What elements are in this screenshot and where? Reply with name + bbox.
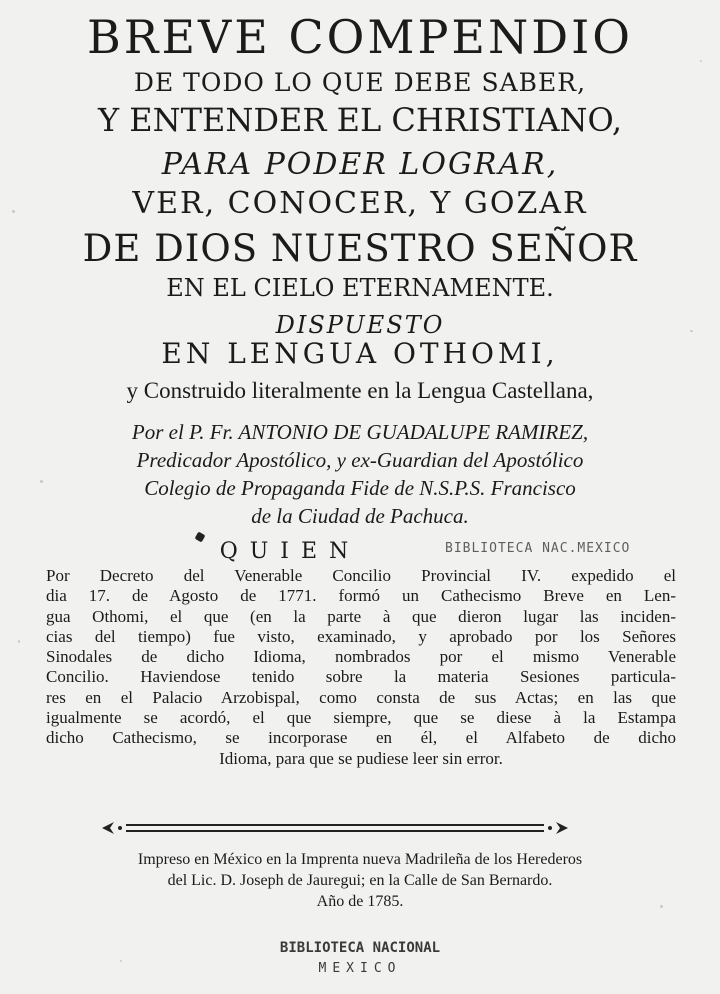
title-line-6: DE DIOS NUESTRO SEÑOR (82, 227, 638, 270)
title-line-4: PARA PODER LOGRAR, (161, 147, 559, 182)
construido-line: y Construido literalmente en la Lengua Castellana, (126, 378, 594, 403)
title-line-2: DE TODO LO QUE DEBE SABER, (133, 68, 587, 97)
body-line: Por Decreto del Venerable Concilio Provincial IV. expedido el (46, 566, 676, 585)
title-line-3: Y ENTENDER EL CHRISTIANO, (97, 101, 623, 139)
quien-heading: QUIEN (219, 539, 361, 564)
language-line: EN LENGUA OTHOMI, (161, 337, 559, 370)
library-stamp-city: MEXICO (318, 961, 402, 976)
imprint-line-2: del Lic. D. Joseph de Jauregui; en la Calle de San Bernardo. (167, 872, 553, 889)
body-line: Sinodales de dicho Idioma, nombrados por el mismo Venerable (46, 647, 676, 667)
title-line-7: EN EL CIELO ETERNAMENTE. (166, 274, 554, 302)
body-line: res en el Palacio Arzobispal, como consta de sus Actas; en las que (46, 687, 676, 707)
author-line-3: Colegio de Propaganda Fide de N.S.P.S. Francisco (144, 476, 576, 500)
body-line: Concilio. Haviendose tenido sobre la materia Sesiones particula- (46, 667, 676, 687)
paper-speck (700, 60, 702, 62)
dispuesto-heading: DISPUESTO (275, 311, 445, 339)
author-line-4: de la Ciudad de Pachuca. (251, 504, 469, 528)
body-line: dicho Cathecismo, se incorporase en él, el Alfabeto de dicho (46, 728, 676, 748)
library-stamp-bottom: BIBLIOTECA NACIONAL (279, 940, 441, 956)
body-line: dia 17. de Agosto de 1771. formó un Cathecismo Breve en Len- (46, 586, 676, 606)
body-line: cias del tiempo) fue visto, examinado, y aprobado por los Señores (46, 626, 676, 646)
body-line: gua Othomi, el que (en la parte à que dieron lugar las inciden- (46, 606, 676, 626)
decree-paragraph (46, 566, 676, 769)
ornamental-rule (100, 818, 570, 838)
body-line: igualmente se acordó, el que siempre, que se diese à la Estampa (46, 708, 676, 728)
author-line-1: Por el P. Fr. ANTONIO DE GUADALUPE RAMIREZ, (131, 420, 589, 444)
title-line-5: VER, CONOCER, Y GOZAR (132, 186, 588, 221)
imprint-line-1: Impreso en México en la Imprenta nueva Madrileña de los Herederos (137, 851, 583, 868)
library-stamp-top: BIBLIOTECA NAC.MEXICO (445, 541, 631, 556)
body-line: Idioma, para que se pudiese leer sin error. (219, 748, 503, 768)
imprint-line-3: Año de 1785. (316, 893, 404, 910)
title-line-1: BREVE COMPENDIO (87, 10, 633, 64)
paper-speck (18, 640, 20, 643)
author-line-2: Predicador Apostólico, y ex-Guardian del Apostólico (136, 448, 584, 472)
